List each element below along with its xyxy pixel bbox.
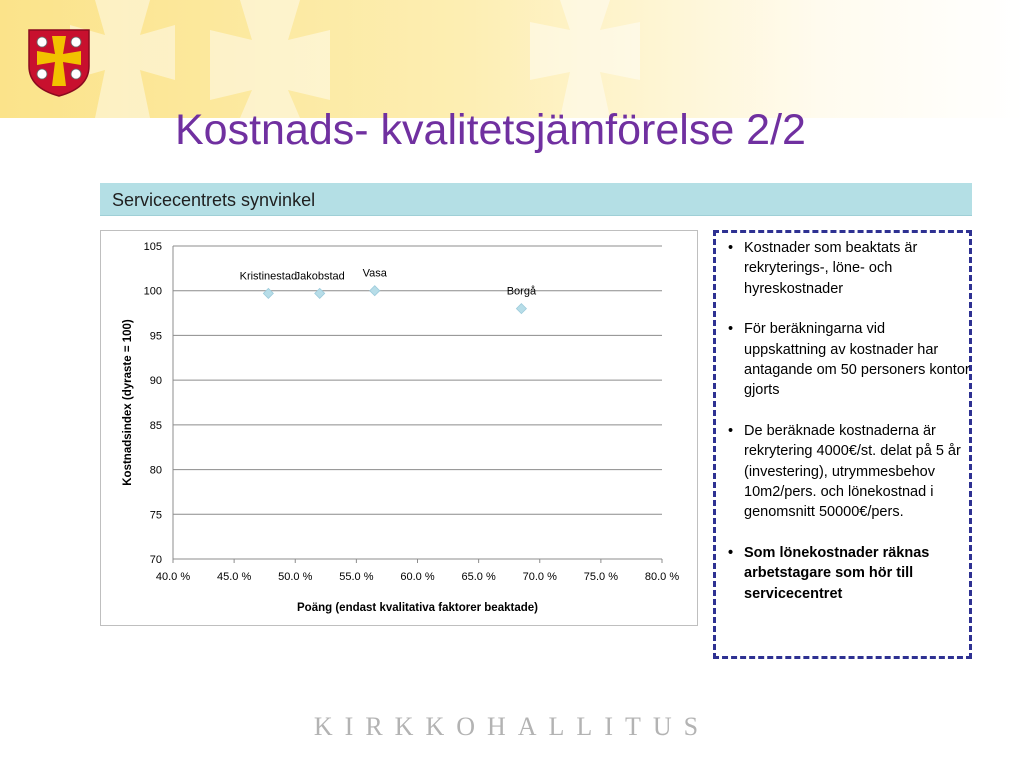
y-tick-label: 85 xyxy=(149,419,162,432)
bullet-icon: • xyxy=(728,321,734,338)
y-tick-label: 80 xyxy=(149,464,162,477)
notes-list xyxy=(716,238,972,624)
notes-box xyxy=(713,230,972,659)
y-tick-label: 70 xyxy=(149,554,162,566)
y-tick-label: 105 xyxy=(143,241,162,253)
data-point xyxy=(315,288,325,298)
x-tick-label: 75.0 % xyxy=(583,571,618,583)
y-tick-label: 95 xyxy=(149,330,162,343)
data-label: Jakobstad xyxy=(294,270,345,283)
note-text: För beräkningarna vid uppskattning av kostnader har antagande om 50 personers kontor gjorts xyxy=(744,321,970,399)
note-item xyxy=(716,238,972,299)
x-tick-label: 40.0 % xyxy=(155,571,191,583)
data-point xyxy=(263,288,273,298)
scatter-chart xyxy=(101,231,697,625)
bullet-icon: • xyxy=(728,422,734,439)
bullet-icon: • xyxy=(728,544,734,561)
x-tick-label: 50.0 % xyxy=(278,571,313,583)
data-label: Borgå xyxy=(506,285,537,298)
note-text: De beräknade kostnaderna är rekrytering 4000€/st. delat på 5 år (investering), utrymmesbehov 10m2/pers. och lönekostnad i genomsnitt 50000€/pers. xyxy=(744,422,961,521)
data-label: Vasa xyxy=(362,267,387,280)
x-tick-label: 70.0 % xyxy=(522,571,557,583)
coat-of-arms-logo xyxy=(25,26,93,98)
x-axis-label: Poäng (endast kvalitativa faktorer beaktade) xyxy=(297,602,538,614)
note-item xyxy=(716,543,972,604)
x-tick-label: 80.0 % xyxy=(644,571,680,583)
y-tick-label: 75 xyxy=(149,509,162,522)
y-tick-label: 100 xyxy=(143,285,162,298)
note-item xyxy=(716,421,972,523)
data-point xyxy=(516,304,526,314)
subtitle-bar xyxy=(100,183,972,216)
x-tick-label: 55.0 % xyxy=(339,571,374,583)
x-tick-label: 45.0 % xyxy=(217,571,252,583)
footer-wordmark: KIRKKOHALLITUS xyxy=(313,712,711,741)
subtitle-text: Servicecentrets synvinkel xyxy=(112,190,316,210)
x-tick-label: 60.0 % xyxy=(400,571,435,583)
y-axis-label: Kostnadsindex (dyraste = 100) xyxy=(122,319,134,486)
chart-frame xyxy=(100,230,698,626)
note-text: Som lönekostnader räknas arbetstagare som hör till servicecentret xyxy=(744,544,930,602)
x-tick-label: 65.0 % xyxy=(461,571,496,583)
data-label: Kristinestad xyxy=(239,270,298,283)
note-item xyxy=(716,319,972,401)
data-point xyxy=(370,286,380,296)
bullet-icon: • xyxy=(728,240,734,256)
cross-watermark xyxy=(0,0,1024,118)
page-title: Kostnads- kvalitetsjämförelse 2/2 xyxy=(175,106,806,154)
y-tick-label: 90 xyxy=(149,375,162,388)
note-text: Kostnader som beaktats är rekryterings-, löne- och hyreskostnader xyxy=(744,240,918,297)
